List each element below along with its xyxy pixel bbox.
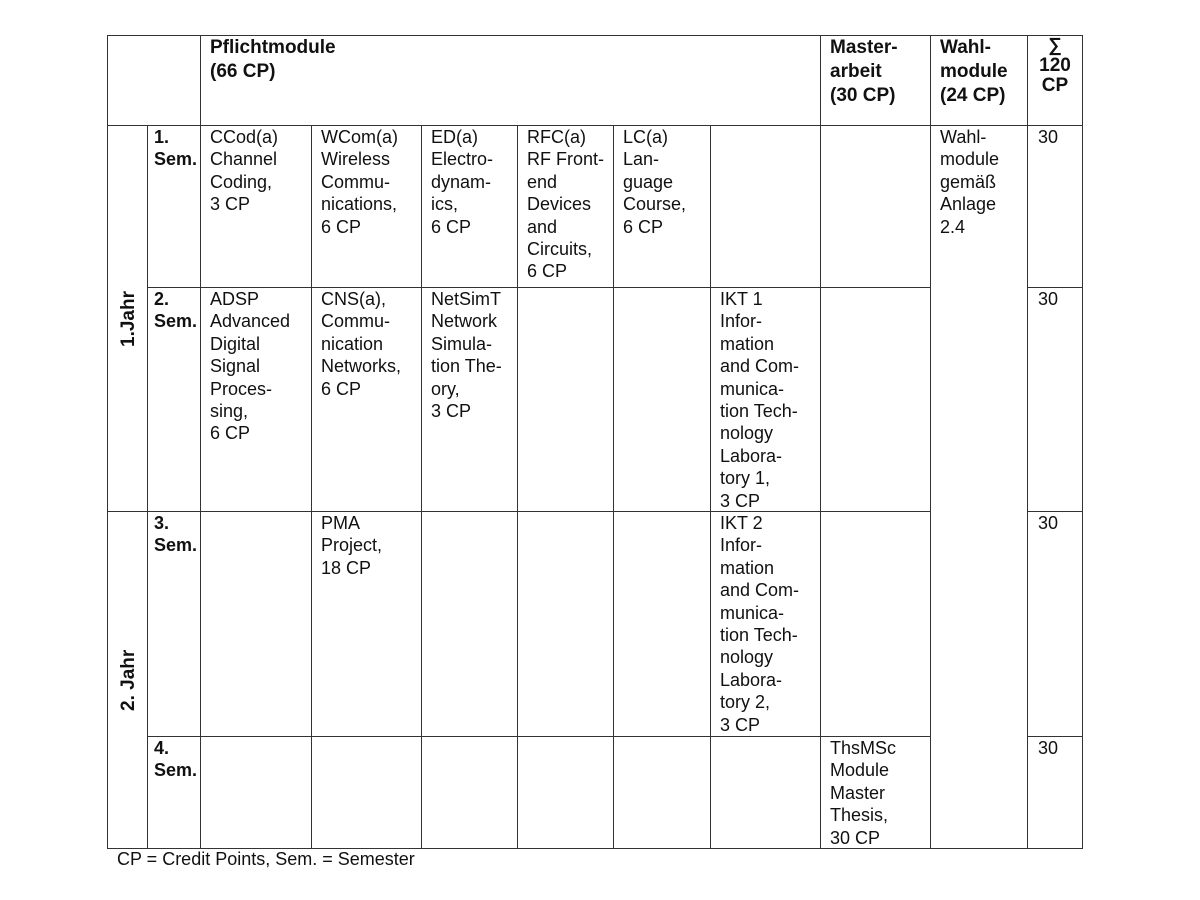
year-1-label: 1.Jahr bbox=[118, 290, 139, 347]
master-thesis-cell bbox=[821, 288, 931, 512]
semester-label: 4. Sem. bbox=[148, 737, 201, 849]
credit-sum-cell: 30 bbox=[1028, 512, 1083, 737]
semester-label: 2. Sem. bbox=[148, 288, 201, 512]
module-cell: RFC(a) RF Front- end Devices and Circuits, 6 CP bbox=[518, 126, 614, 288]
module-cell: IKT 2 Infor- mation and Com- munica- tion Tech- nology Labora- tory 2, 3 CP bbox=[711, 512, 821, 737]
module-cell bbox=[711, 737, 821, 849]
module-cell: ED(a) Electro- dynam- ics, 6 CP bbox=[422, 126, 518, 288]
module-cell bbox=[201, 512, 312, 737]
module-cell bbox=[518, 737, 614, 849]
header-corner-cell bbox=[108, 36, 201, 126]
master-thesis-cell bbox=[821, 512, 931, 737]
master-thesis-cell: ThsMSc Module Master Thesis, 30 CP bbox=[821, 737, 931, 849]
header-pflichtmodule: Pflichtmodule (66 CP) bbox=[201, 36, 821, 126]
module-cell bbox=[518, 288, 614, 512]
year-1-cell bbox=[108, 126, 148, 512]
header-wahlmodule: Wahl- module (24 CP) bbox=[931, 36, 1028, 126]
module-cell: NetSimT Network Simula- tion The- ory, 3 CP bbox=[422, 288, 518, 512]
credit-sum-cell: 30 bbox=[1028, 737, 1083, 849]
credit-sum-cell: 30 bbox=[1028, 288, 1083, 512]
wahlmodule-cell: Wahl- module gemäß Anlage 2.4 bbox=[931, 126, 1028, 849]
module-cell: ADSP Advanced Digital Signal Proces- sing, 6 CP bbox=[201, 288, 312, 512]
module-cell: PMA Project, 18 CP bbox=[312, 512, 422, 737]
module-cell: WCom(a) Wireless Commu- nications, 6 CP bbox=[312, 126, 422, 288]
module-cell bbox=[711, 126, 821, 288]
module-cell bbox=[312, 737, 422, 849]
curriculum-table bbox=[107, 35, 1083, 849]
module-cell: LC(a) Lan- guage Course, 6 CP bbox=[614, 126, 711, 288]
semester-label: 1. Sem. bbox=[148, 126, 201, 288]
module-cell bbox=[422, 512, 518, 737]
module-cell bbox=[201, 737, 312, 849]
header-masterarbeit: Master- arbeit (30 CP) bbox=[821, 36, 931, 126]
module-cell bbox=[614, 737, 711, 849]
module-cell bbox=[422, 737, 518, 849]
module-cell: CNS(a), Commu- nication Networks, 6 CP bbox=[312, 288, 422, 512]
footnote: CP = Credit Points, Sem. = Semester bbox=[117, 849, 415, 869]
module-cell bbox=[614, 288, 711, 512]
year-2-label: 2. Jahr bbox=[118, 649, 139, 711]
year-2-cell bbox=[108, 512, 148, 849]
master-thesis-cell bbox=[821, 126, 931, 288]
header-sum: ∑ 120 CP bbox=[1028, 36, 1083, 126]
module-cell bbox=[518, 512, 614, 737]
semester-label: 3. Sem. bbox=[148, 512, 201, 737]
module-cell bbox=[614, 512, 711, 737]
module-cell: CCod(a) Channel Coding, 3 CP bbox=[201, 126, 312, 288]
credit-sum-cell: 30 bbox=[1028, 126, 1083, 288]
module-cell: IKT 1 Infor- mation and Com- munica- tion Tech- nology Labora- tory 1, 3 CP bbox=[711, 288, 821, 512]
